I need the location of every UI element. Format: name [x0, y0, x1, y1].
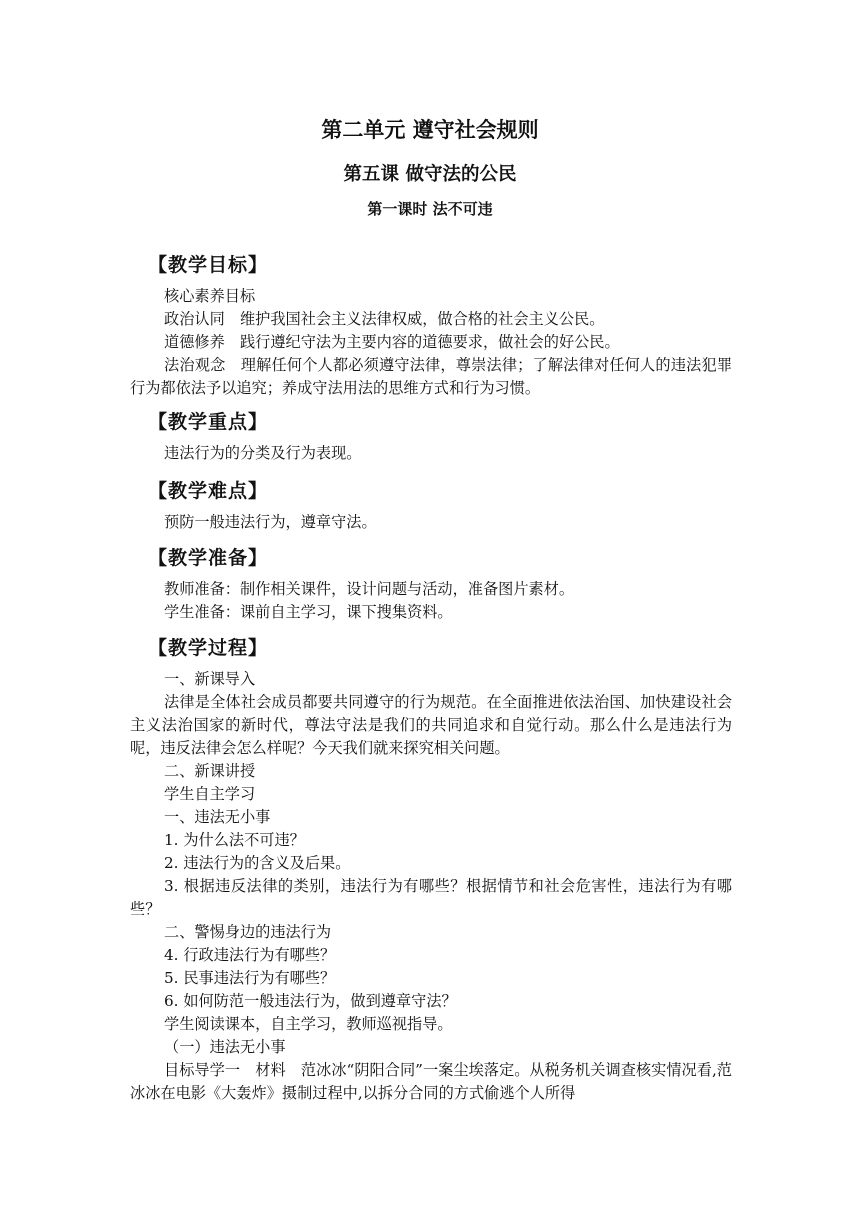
process-paragraph: 目标导学一 材料 范冰冰“阴阳合同”一案尘埃落定。从税务机关调查核实情况看,范冰冰在电影《大轰炸》摄制过程中,以拆分合同的方式偷逃个人所得	[130, 1061, 732, 1102]
goals-line: 道德修养 践行遵纪守法为主要内容的道德要求，做社会的好公民。	[164, 333, 620, 351]
process-line: 一、新课导入	[164, 670, 256, 688]
question-item: 4. 行政违法行为有哪些？	[164, 946, 336, 964]
process-line: 二、新课讲授	[164, 762, 256, 780]
section-heading-process: 【教学过程】	[148, 637, 269, 659]
question-item: 2. 违法行为的含义及后果。	[164, 854, 351, 872]
period-title: 第一课时 法不可违	[367, 200, 493, 218]
unit-title: 第二单元 遵守社会规则	[321, 117, 539, 142]
process-line: （一）违法无小事	[164, 1038, 286, 1056]
prep-line: 学生准备：课前自主学习，课下搜集资料。	[164, 603, 453, 621]
goals-line: 政治认同 维护我国社会主义法律权威，做合格的社会主义公民。	[164, 310, 605, 328]
section-heading-difficulty: 【教学难点】	[148, 480, 269, 502]
section-heading-prep: 【教学准备】	[148, 547, 269, 569]
process-line: 学生自主学习	[164, 785, 256, 803]
process-line: 学生阅读课本，自主学习，教师巡视指导。	[164, 1015, 453, 1033]
question-item: 1. 为什么法不可违？	[164, 831, 305, 849]
process-paragraph: 法律是全体社会成员都要共同遵守的行为规范。在全面推进依法治国、加快建设社会主义法治国家的新时代，尊法守法是我们的共同追求和自觉行动。那么什么是违法行为呢，违反法律会怎么样呢？今天我们就来探究相关问题。	[130, 693, 732, 757]
section-heading-goals: 【教学目标】	[148, 254, 269, 276]
goals-paragraph: 法治观念 理解任何个人都必须遵守法律，尊崇法律；了解法律对任何人的违法犯罪行为都依法予以追究；养成守法用法的思维方式和行为习惯。	[130, 356, 732, 397]
difficulty-line: 预防一般违法行为，遵章守法。	[164, 513, 377, 531]
lesson-title: 第五课 做守法的公民	[343, 164, 517, 185]
keypoint-line: 违法行为的分类及行为表现。	[164, 444, 362, 462]
question-item: 6. 如何防范一般违法行为，做到遵章守法？	[164, 992, 457, 1010]
prep-line: 教师准备：制作相关课件，设计问题与活动，准备图片素材。	[164, 580, 575, 598]
process-line: 二、警惕身边的违法行为	[164, 923, 332, 941]
question-item: 3. 根据违反法律的类别，违法行为有哪些？根据情节和社会危害性，违法行为有哪些？	[130, 877, 732, 918]
question-item: 5. 民事违法行为有哪些？	[164, 969, 336, 987]
process-line: 一、违法无小事	[164, 808, 271, 826]
section-heading-keypoint: 【教学重点】	[148, 411, 269, 433]
goals-line: 核心素养目标	[164, 287, 256, 305]
